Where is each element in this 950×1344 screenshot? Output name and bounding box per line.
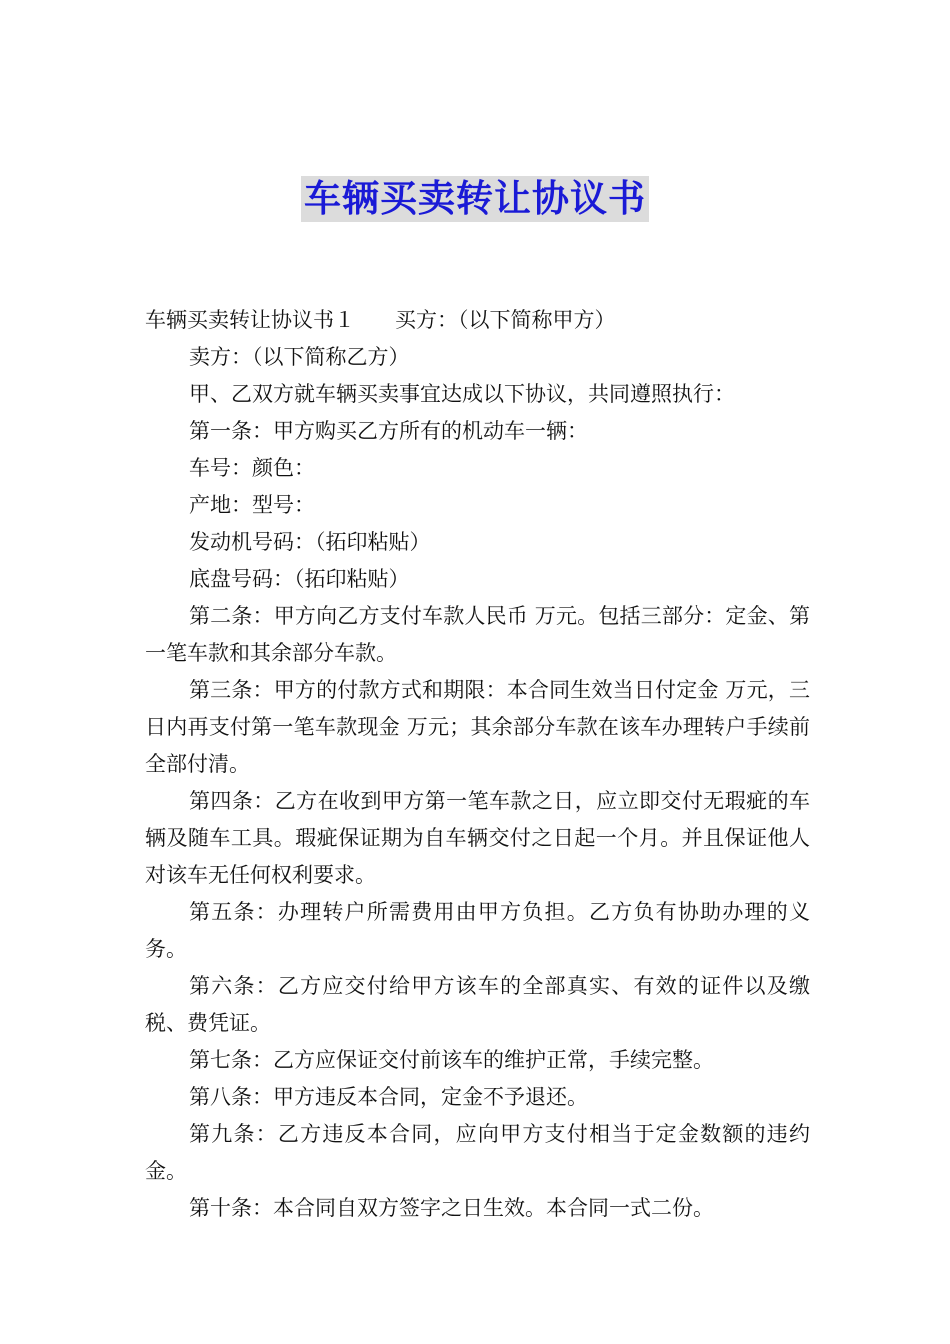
paragraph: 车号：颜色： — [189, 456, 315, 480]
title-container — [0, 176, 950, 222]
paragraph: 底盘号码：（拓印粘贴） — [189, 567, 410, 591]
document-body — [145, 302, 810, 1227]
paragraph: 第九条：乙方违反本合同，应向甲方支付相当于定金数额的违约金。 — [145, 1122, 810, 1183]
subtitle-text: 车辆买卖转让协议书１ — [145, 308, 355, 332]
buyer-text: 买方：（以下简称甲方） — [395, 308, 616, 332]
paragraph: 第三条：甲方的付款方式和期限：本合同生效当日付定金 万元，三日内再支付第一笔车款现金 万元；其余部分车款在该车办理转户手续前全部付清。 — [145, 678, 810, 776]
document-title: 车辆买卖转让协议书 — [301, 176, 649, 222]
paragraph: 卖方：（以下简称乙方） — [189, 345, 410, 369]
paragraph: 产地：型号： — [189, 493, 315, 517]
paragraph: 发动机号码：（拓印粘贴） — [189, 530, 431, 554]
paragraph: 第四条：乙方在收到甲方第一笔车款之日，应立即交付无瑕疵的车辆及随车工具。瑕疵保证期为自车辆交付之日起一个月。并且保证他人对该车无任何权利要求。 — [145, 789, 810, 887]
paragraph: 第七条：乙方应保证交付前该车的维护正常，手续完整。 — [189, 1048, 714, 1072]
paragraph: 第十条：本合同自双方签字之日生效。本合同一式二份。 — [189, 1196, 714, 1220]
paragraph: 第八条：甲方违反本合同，定金不予退还。 — [189, 1085, 588, 1109]
paragraph: 第五条：办理转户所需费用由甲方负担。乙方负有协助办理的义务。 — [145, 900, 810, 961]
paragraph: 第一条：甲方购买乙方所有的机动车一辆： — [189, 419, 588, 443]
paragraph: 甲、乙双方就车辆买卖事宜达成以下协议，共同遵照执行： — [189, 382, 735, 406]
paragraph-heading-line — [145, 302, 810, 339]
paragraph: 第六条：乙方应交付给甲方该车的全部真实、有效的证件以及缴税、费凭证。 — [145, 974, 810, 1035]
paragraph: 第二条：甲方向乙方支付车款人民币 万元。包括三部分：定金、第一笔车款和其余部分车款。 — [145, 604, 810, 665]
